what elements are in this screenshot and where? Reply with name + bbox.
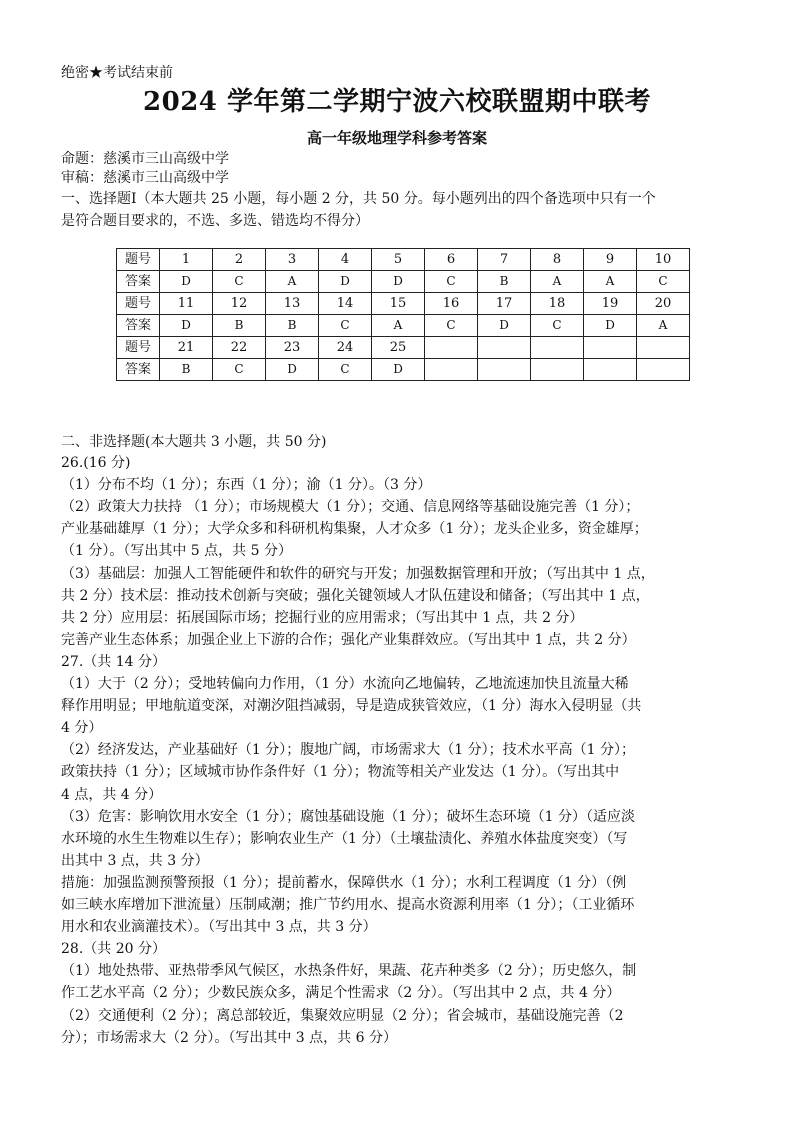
answer-text-line: （1 分）。（写出其中 5 点，共 5 分） [61, 543, 292, 559]
answer-row [117, 359, 690, 381]
answer-cell: D [266, 359, 319, 381]
answer-text-line: 26.(16 分) [61, 455, 131, 471]
reviewer-line: 审稿：慈溪市三山高级中学 [61, 170, 229, 186]
answer-cell: D [372, 359, 425, 381]
answer-cell: A [372, 315, 425, 337]
question-number-cell: 25 [372, 337, 425, 359]
page-subtitle: 高一年级地理学科参考答案 [306, 129, 487, 147]
answer-cell: D [160, 315, 213, 337]
question-number-label: 题号 [117, 293, 160, 315]
question-number-cell: 13 [266, 293, 319, 315]
answer-text-line: 措施：加强监测预警预报（1 分）；提前蓄水，保障供水（1 分）；水利工程调度（1 分）（例 [61, 875, 627, 891]
answer-text-line: 出其中 3 点，共 3 分） [61, 853, 209, 869]
question-number-cell: 24 [319, 337, 372, 359]
question-number-row [117, 293, 690, 315]
answer-cell: C [213, 271, 266, 293]
question-number-cell [478, 337, 531, 359]
question-number-cell [584, 337, 637, 359]
answer-cell [531, 359, 584, 381]
answer-cell: B [478, 271, 531, 293]
answer-text-line: 产业基础雄厚（1 分）；大学众多和科研机构集聚，人才众多（1 分）；龙头企业多，资金雄厚； [61, 521, 648, 537]
question-number-cell: 4 [319, 249, 372, 271]
answer-cell: D [372, 271, 425, 293]
question-number-cell: 11 [160, 293, 213, 315]
question-number-cell: 12 [213, 293, 266, 315]
answer-text-line: 4 分） [61, 720, 103, 736]
question-number-cell: 18 [531, 293, 584, 315]
answer-cell: C [637, 271, 690, 293]
answer-text-line: （2）经济发达，产业基础好（1 分）；腹地广阔，市场需求大（1 分）；技术水平高（1 分）； [61, 742, 635, 758]
question-number-cell: 2 [213, 249, 266, 271]
question-number-cell: 15 [372, 293, 425, 315]
answer-cell: B [266, 315, 319, 337]
answer-cell: D [319, 271, 372, 293]
question-number-cell [531, 337, 584, 359]
answer-cell: D [478, 315, 531, 337]
answer-cell [637, 359, 690, 381]
answer-text-line: 共 2 分）应用层：拓展国际市场；挖掘行业的应用需求；（写出其中 1 点，共 2 分） [61, 610, 584, 626]
question-number-label: 题号 [117, 249, 160, 271]
question-number-cell: 16 [425, 293, 478, 315]
answer-text-line: 如三峡水库增加下泄流量）压制咸潮；推广节约用水、提高水资源利用率（1 分）；（工业循环 [61, 897, 635, 913]
answer-text-line: 完善产业生态体系；加强企业上下游的合作；强化产业集群效应。（写出其中 1 点，共 2 分） [61, 632, 636, 648]
answer-text-line: （2）交通便利（2 分）；离总部较近，集聚效应明显（2 分）；省会城市，基础设施完善（2 [61, 1008, 624, 1024]
answer-text-line: 用水和农业滴灌技术）。（写出其中 3 点，共 3 分） [61, 919, 377, 935]
answer-text-line: 作工艺水平高（2 分）；少数民族众多，满足个性需求（2 分）。（写出其中 2 点，共 4 分） [61, 985, 621, 1001]
answer-cell: C [213, 359, 266, 381]
section1-instruction-cont: 是符合题目要求的，不选、多选、错选均不得分） [61, 213, 369, 229]
answer-text-line: 释作用明显；甲地航道变深，对潮汐阻挡减弱，导是造成狭管效应，（1 分）海水入侵明显（共 [61, 698, 642, 714]
answer-label: 答案 [117, 315, 160, 337]
answer-table [116, 248, 690, 381]
answer-cell: C [319, 315, 372, 337]
section1-instruction: 一、选择题Ⅰ（本大题共 25 小题，每小题 2 分，共 50 分。每小题列出的四个备选项中只有一个 [61, 191, 656, 207]
section2-heading: 二、非选择题(本大题共 3 小题，共 50 分) [61, 434, 327, 450]
answer-text-line: 分）；市场需求大（2 分）。（写出其中 3 点，共 6 分） [61, 1030, 397, 1046]
answer-cell: C [531, 315, 584, 337]
answer-row [117, 271, 690, 293]
answer-text-line: （3）基础层：加强人工智能硬件和软件的研究与开发；加强数据管理和开放；（写出其中 1 点， [61, 566, 655, 582]
question-number-label: 题号 [117, 337, 160, 359]
question-number-cell: 3 [266, 249, 319, 271]
answer-label: 答案 [117, 359, 160, 381]
answer-cell: A [531, 271, 584, 293]
answer-cell: D [160, 271, 213, 293]
answer-cell: C [425, 271, 478, 293]
answer-text-line: 共 2 分）技术层：推动技术创新与突破；强化关键领域人才队伍建设和储备；（写出其中 1 点， [61, 588, 650, 604]
answer-cell: A [266, 271, 319, 293]
answer-text-line: （1）分布不均（1 分）；东西（1 分）；渝（1 分）。（3 分） [61, 477, 432, 493]
question-number-cell: 17 [478, 293, 531, 315]
answer-text-line: 政策扶持（1 分）；区域城市协作条件好（1 分）；物流等相关产业发达（1 分）。（写出其中 [61, 764, 620, 780]
answer-text-line: 4 点，共 4 分） [61, 787, 163, 803]
question-number-cell: 14 [319, 293, 372, 315]
answer-cell [478, 359, 531, 381]
answer-cell [425, 359, 478, 381]
question-number-cell [637, 337, 690, 359]
question-number-cell: 19 [584, 293, 637, 315]
answer-label: 答案 [117, 271, 160, 293]
answer-text-line: 28.（共 20 分） [61, 941, 166, 957]
question-number-cell [425, 337, 478, 359]
question-number-cell: 7 [478, 249, 531, 271]
answer-row [117, 315, 690, 337]
answer-cell: A [584, 271, 637, 293]
question-number-cell: 22 [213, 337, 266, 359]
question-number-cell: 23 [266, 337, 319, 359]
answer-cell: A [637, 315, 690, 337]
question-number-cell: 6 [425, 249, 478, 271]
question-number-cell: 10 [637, 249, 690, 271]
answer-cell: C [425, 315, 478, 337]
question-number-cell: 8 [531, 249, 584, 271]
question-number-cell: 1 [160, 249, 213, 271]
question-number-cell: 5 [372, 249, 425, 271]
question-number-cell: 20 [637, 293, 690, 315]
answer-cell: C [319, 359, 372, 381]
question-number-row [117, 337, 690, 359]
secret-mark: 绝密★考试结束前 [61, 65, 173, 81]
answer-text-line: （2）政策大力扶持 （1 分）；市场规模大（1 分）；交通、信息网络等基础设施完善（1 分）； [61, 499, 640, 515]
answer-cell: B [213, 315, 266, 337]
answer-cell [584, 359, 637, 381]
answer-text-line: （1）地处热带、亚热带季风气候区，水热条件好，果蔬、花卉种类多（2 分）；历史悠久，制 [61, 963, 637, 979]
answer-text-line: （3）危害：影响饮用水安全（1 分）；腐蚀基础设施（1 分）；破坏生态环境（1 分）（适应淡 [61, 809, 635, 825]
answer-text-line: 水环境的水生生物难以生存）；影响农业生产（1 分）（土壤盐渍化、养殖水体盐度突变）（写 [61, 831, 628, 847]
proposer-line: 命题：慈溪市三山高级中学 [61, 151, 229, 167]
answer-text-line: 27.（共 14 分） [61, 654, 166, 670]
question-number-cell: 9 [584, 249, 637, 271]
answer-cell: B [160, 359, 213, 381]
answer-text-line: （1）大于（2 分）；受地转偏向力作用，（1 分）水流向乙地偏转，乙地流速加快且流量大稀 [61, 676, 629, 692]
answer-cell: D [584, 315, 637, 337]
page-title: 2024 学年第二学期宁波六校联盟期中联考 [143, 87, 651, 117]
question-number-row [117, 249, 690, 271]
question-number-cell: 21 [160, 337, 213, 359]
